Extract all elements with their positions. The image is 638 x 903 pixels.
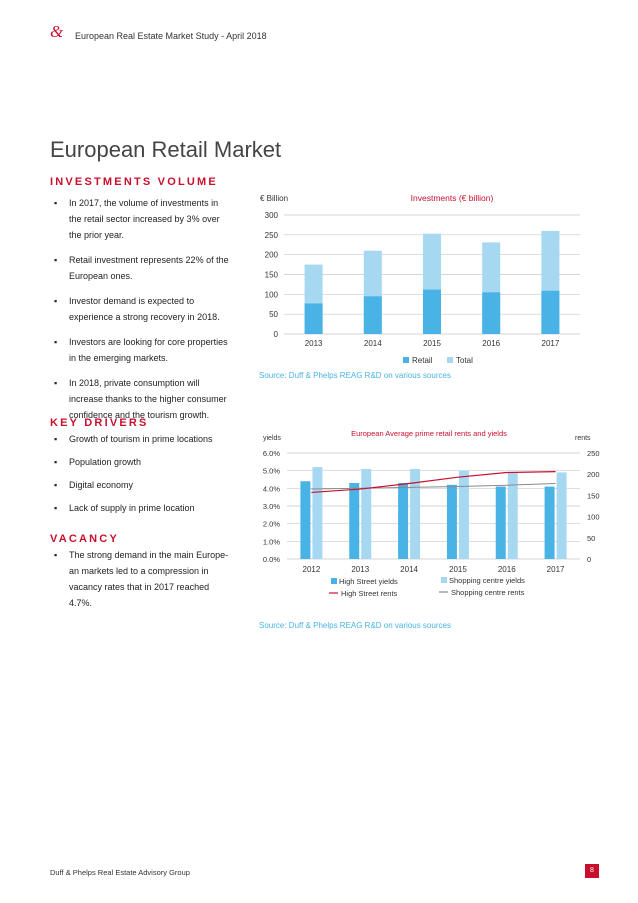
section-heading-investments: INVESTMENTS VOLUME (50, 176, 218, 188)
investments-chart (250, 185, 590, 375)
chart1-bar-retail (423, 290, 441, 334)
chart2-ytick-right-label: 150 (587, 491, 600, 501)
chart2-title: European Average prime retail rents and yields (351, 429, 507, 438)
bullet-line: Digital economy (69, 480, 134, 490)
chart1-ytick-label: 150 (264, 270, 278, 280)
chart2-bar-high-street-yield (545, 487, 555, 559)
bullet-item (50, 252, 255, 284)
chart2-bar-high-street-yield (300, 481, 310, 559)
chart1-legend-label: Total (456, 356, 473, 365)
investments-bullet-list (50, 195, 255, 432)
chart2-ytick-left-label: 6.0% (262, 449, 280, 458)
bullet-line: The strong demand in the main Europe- (69, 550, 229, 560)
chart2-bar-shopping-centre-yield (312, 467, 322, 559)
footer-company: Duff & Phelps Real Estate Advisory Group (50, 868, 190, 877)
chart1-bar-retail (364, 296, 382, 334)
chart1-title: Investments (€ billion) (410, 193, 494, 203)
chart1-xtick-label: 2015 (423, 339, 441, 348)
chart1-xtick-label: 2017 (541, 339, 560, 348)
bullet-item (50, 334, 255, 366)
chart2-ytick-left-label: 0.0% (262, 555, 280, 564)
bullet-line: In 2017, the volume of investments in (69, 198, 219, 208)
header-title: European Real Estate Market Study - April 2018 (75, 31, 267, 41)
chart2-legend-label: Shopping centre rents (451, 588, 525, 597)
brand-ampersand-logo: & (50, 22, 64, 41)
chart2-ytick-right-label: 250 (587, 449, 600, 458)
chart2-bar-high-street-yield (447, 485, 457, 559)
bullet-item (50, 477, 255, 493)
bullet-line: Retail investment represents 22% of the (69, 255, 229, 265)
chart2-legend-label: Shopping centre yields (449, 576, 525, 585)
bullet-line: Population growth (69, 457, 142, 467)
chart1-bar-retail (305, 303, 323, 334)
chart1-ytick-label: 100 (264, 290, 278, 300)
chart2-xtick-label: 2015 (449, 565, 467, 574)
chart1-legend-swatch (403, 357, 409, 363)
bullet-line: Investors are looking for core properties (69, 337, 228, 347)
chart1-ytick-label: 50 (269, 310, 278, 320)
chart2-xtick-label: 2016 (497, 565, 516, 574)
chart2-legend-label: High Street yields (339, 577, 398, 586)
bullet-item (50, 195, 255, 243)
bullet-line: Lack of supply in prime location (69, 503, 195, 513)
chart2-xtick-label: 2012 (302, 565, 321, 574)
bullet-item (50, 431, 255, 447)
chart2-ytick-right-label: 200 (587, 470, 600, 480)
chart2-ytick-left-label: 2.0% (262, 519, 280, 529)
chart1-xtick-label: 2014 (363, 339, 382, 348)
chart2-xtick-label: 2014 (400, 565, 418, 574)
bullet-item (50, 375, 255, 423)
chart2-legend-swatch (441, 577, 447, 583)
chart1-legend-label: Retail (412, 356, 433, 365)
chart1-source: Source: Duff & Phelps REAG R&D on various sources (259, 371, 451, 380)
chart1-ytick-label: 200 (264, 250, 278, 260)
chart1-xtick-label: 2016 (482, 339, 501, 348)
chart2-ytick-right-label: 50 (587, 533, 596, 543)
bullet-line: the prior year. (69, 230, 125, 240)
bullet-line: experience a strong recovery in 2018. (69, 312, 220, 322)
section-heading-vacancy: VACANCY (50, 533, 119, 545)
chart2-bar-shopping-centre-yield (459, 471, 469, 559)
bullet-line: an markets led to a compression in (69, 566, 209, 576)
chart2-ytick-left-label: 4.0% (262, 484, 280, 494)
page-title: European Retail Market (50, 137, 282, 162)
chart2-legend-label: High Street rents (341, 589, 398, 598)
chart2-xtick-label: 2013 (351, 565, 370, 574)
chart1-xtick-label: 2013 (304, 339, 323, 348)
bullet-line: increase thanks to the higher consumer (69, 394, 227, 404)
page-number-badge: 8 (585, 864, 599, 878)
chart2-line-high-street-rents (311, 472, 555, 493)
chart2-bar-high-street-yield (349, 483, 359, 559)
chart1-bar-retail (482, 292, 500, 334)
key-drivers-bullet-list (50, 431, 255, 523)
bullet-item (50, 293, 255, 325)
chart2-ytick-left-label: 1.0% (262, 537, 280, 547)
section-heading-key-drivers: KEY DRIVERS (50, 417, 149, 429)
chart2-ylabel-left: yields (263, 435, 281, 442)
chart2-bar-shopping-centre-yield (361, 469, 371, 559)
bullet-line: the retail sector increased by 3% over (69, 214, 220, 224)
chart2-bar-high-street-yield (398, 483, 408, 559)
bullet-line: vacancy rates that in 2017 reached (69, 582, 210, 592)
chart1-legend-swatch (447, 357, 453, 363)
chart2-ytick-right-label: 0 (587, 555, 592, 564)
bullet-item (50, 547, 255, 611)
chart1-ytick-label: 0 (273, 330, 278, 339)
chart2-source: Source: Duff & Phelps REAG R&D on various sources (259, 621, 451, 630)
vacancy-bullet-list (50, 547, 255, 618)
chart2-legend-swatch (331, 578, 337, 584)
bullet-line: European ones. (69, 271, 133, 281)
chart2-bar-shopping-centre-yield (557, 472, 567, 559)
bullet-line: 4.7%. (69, 598, 93, 608)
chart2-ytick-left-label: 5.0% (262, 466, 280, 476)
chart1-ytick-label: 300 (264, 211, 278, 220)
bullet-line: Growth of tourism in prime locations (69, 434, 213, 444)
rents-yields-chart (250, 425, 600, 605)
chart2-ytick-left-label: 3.0% (262, 502, 280, 511)
chart2-bar-high-street-yield (496, 487, 506, 559)
chart2-ytick-right-label: 100 (587, 512, 600, 522)
chart2-xtick-label: 2017 (546, 565, 565, 574)
chart1-ytick-label: 250 (264, 230, 278, 240)
bullet-line: confidence and the tourism growth. (69, 410, 210, 420)
bullet-line: in the emerging markets. (69, 353, 169, 363)
chart1-ylabel: € Billion (260, 194, 289, 203)
bullet-item (50, 500, 255, 516)
bullet-item (50, 454, 255, 470)
bullet-line: Investor demand is expected to (69, 296, 195, 306)
bullet-line: In 2018, private consumption will (69, 378, 200, 388)
chart1-bar-retail (541, 291, 559, 334)
chart2-ylabel-right: rents (575, 435, 591, 442)
